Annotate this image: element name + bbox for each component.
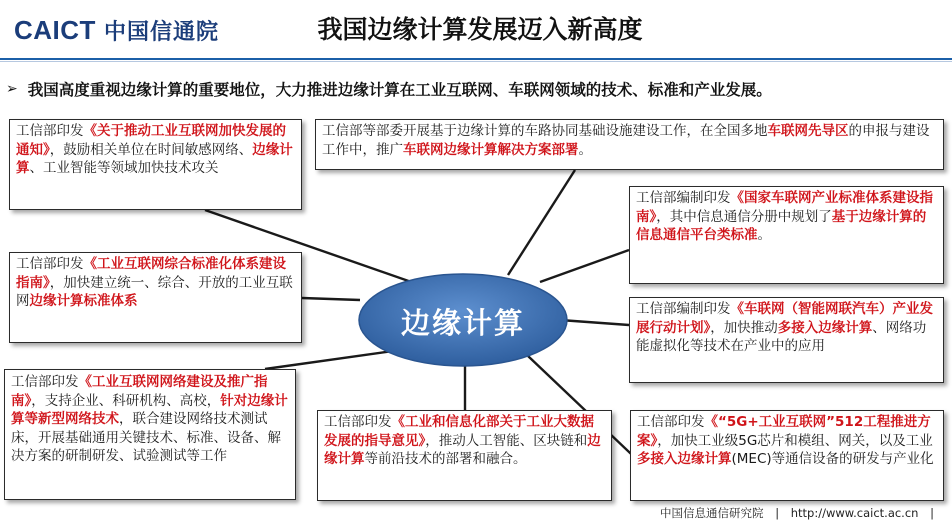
highlight-text: 多接入边缘计算 xyxy=(777,319,873,336)
body-text: 工信部印发 xyxy=(16,256,84,272)
body-text: 工信部印发 xyxy=(11,374,79,390)
connector-right-2 xyxy=(560,320,629,325)
body-text: ，加快建立统一、综合、开放的工业互联网 xyxy=(16,274,293,310)
body-text: ，联合建设网络技术测试床，开展基础通用关键技术、标准、设备、解决方案的研制研发、试验测试等工作 xyxy=(11,411,281,465)
highlight-text: 车联网先导区 xyxy=(767,123,849,139)
policy-box-bottom-middle xyxy=(317,410,612,501)
body-text: 工信部编制印发 xyxy=(636,190,731,206)
connector-top-right xyxy=(508,170,575,275)
policy-box-middle-left xyxy=(9,252,302,343)
highlight-text: 车联网边缘计算解决方案部署 xyxy=(403,141,579,158)
body-text: 工信部编制印发 xyxy=(636,301,731,317)
body-text: ，鼓励相关单位在时间敏感网络、 xyxy=(49,141,253,158)
footer-separator: | xyxy=(775,506,780,520)
highlight-text: 多接入边缘计算 xyxy=(637,451,732,468)
body-text: 。 xyxy=(757,227,771,244)
highlight-text: 《“5G+工业互联网”512工程推进方案》 xyxy=(637,414,931,449)
center-label: 边缘计算 xyxy=(400,305,525,340)
body-text: ，加快推动 xyxy=(710,319,778,336)
highlight-text: 边缘计算 xyxy=(16,141,293,177)
summary-text: 我国高度重视边缘计算的重要地位，大力推进边缘计算在工业互联网、车联网领域的技术、标准和产业发展。 xyxy=(27,81,772,99)
footer-url-link[interactable]: http://www.caict.ac.cn xyxy=(790,506,919,520)
highlight-text: 边缘计算标准体系 xyxy=(29,293,138,310)
policy-box-right-2 xyxy=(629,297,944,383)
body-text: 的申报与建设工作中，推广 xyxy=(322,123,930,158)
highlight-text: 《关于推动工业互联网加快发展的通知》 xyxy=(16,123,286,158)
body-text: 。 xyxy=(578,141,592,158)
highlight-text: 《工业互联网网络建设及推广指南》 xyxy=(11,374,268,409)
highlight-text: 针对边缘计算等新型网络技术 xyxy=(11,392,288,428)
policy-box-top-left xyxy=(9,119,302,210)
policy-box-top-right xyxy=(315,119,944,170)
footer-org: 中国信息通信研究院 xyxy=(660,506,764,520)
logo-chinese-text: 中国信通院 xyxy=(103,19,219,45)
policy-box-bottom-right xyxy=(630,410,944,501)
connector-middle-left xyxy=(302,298,360,300)
body-text: (MEC)等通信设备的研发与产业化 xyxy=(731,451,934,468)
highlight-text: 《车联网（智能网联汽车）产业发展行动计划》 xyxy=(636,301,933,336)
logo-caict-text: CAICT xyxy=(14,14,96,45)
policy-box-right-1 xyxy=(629,186,944,284)
body-text: ，支持企业、科研机构、高校， xyxy=(31,392,221,409)
page-title: 我国边缘计算发展迈入新高度 xyxy=(317,15,643,44)
highlight-text: 《国家车联网产业标准体系建设指南》 xyxy=(636,190,933,225)
body-text: ，加快工业级5G芯片和模组、网关，以及工业 xyxy=(657,432,933,449)
body-text: 工信部等部委开展基于边缘计算的车路协同基础设施建设工作，在全国多地 xyxy=(322,123,768,139)
highlight-text: 《工业互联网综合标准化体系建设指南》 xyxy=(16,256,286,291)
body-text: 、网络功能虚拟化等技术在产业中的应用 xyxy=(636,319,927,355)
policy-box-bottom-left xyxy=(4,369,296,500)
body-text: 工信部印发 xyxy=(16,123,84,139)
body-text: ，推动人工智能、区块链和 xyxy=(425,432,588,449)
footer xyxy=(656,505,938,521)
highlight-text: 《工业和信息化部关于工业大数据发展的指导意见》 xyxy=(324,414,594,449)
body-text: ，其中信息通信分册中规划了 xyxy=(656,208,832,225)
footer-separator-2: | xyxy=(930,506,934,520)
highlight-text: 基于边缘计算的信息通信平台类标准 xyxy=(636,208,927,244)
body-text: 等前沿技术的部署和融合。 xyxy=(364,451,527,468)
body-text: 工信部印发 xyxy=(324,414,392,430)
body-text: 、工业智能等领域加快技术攻关 xyxy=(29,160,219,177)
arrow-bullet-icon: ➢ xyxy=(6,81,18,97)
body-text: 工信部印发 xyxy=(637,414,705,430)
highlight-text: 边缘计算 xyxy=(324,432,601,468)
